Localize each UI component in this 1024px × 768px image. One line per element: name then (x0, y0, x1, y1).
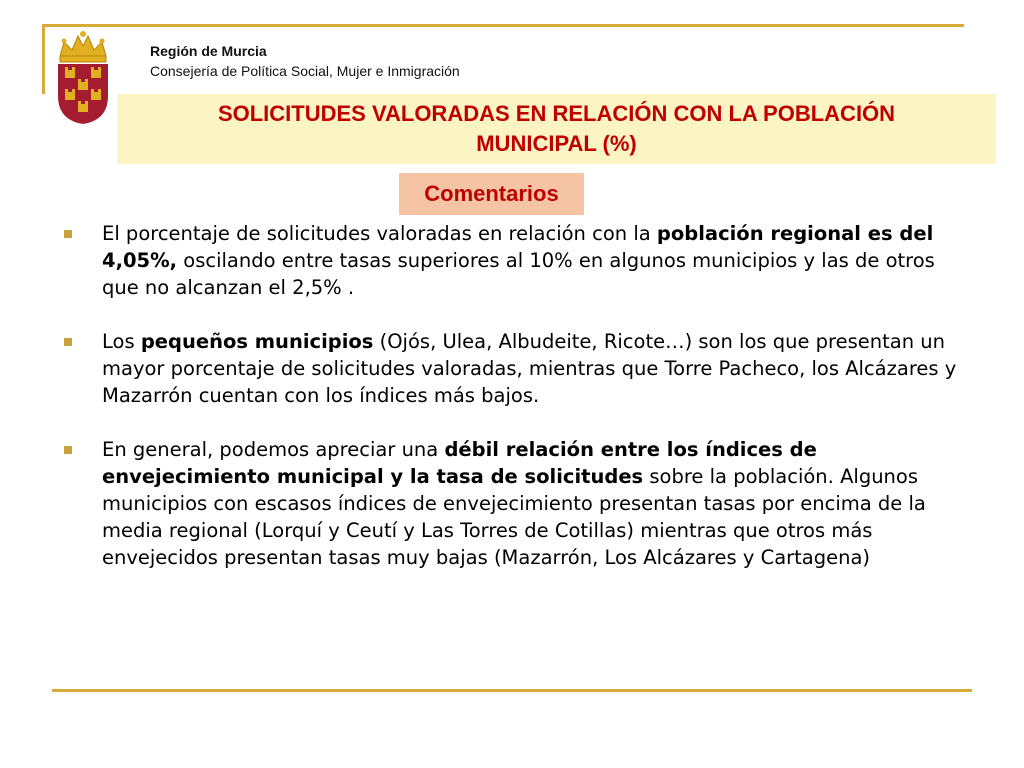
bullet-text: En general, podemos apreciar una (102, 438, 445, 461)
bullet-emphasis: pequeños municipios (140, 330, 374, 353)
comments-header (399, 173, 584, 215)
org-name: Región de Murcia (150, 43, 267, 59)
left-rule (42, 24, 45, 94)
comments-label: Comentarios (424, 181, 559, 206)
bullet-emphasis: población regional es del 4,05%, (102, 222, 934, 272)
top-rule (42, 24, 964, 27)
bullet-square-icon (64, 338, 72, 346)
bullet-text: oscilando entre tasas superiores al 10% en algunos municipios y las de otros que no alcanzan el 2,5% . (102, 249, 935, 299)
bullet-emphasis: débil relación entre los índices de envejecimiento municipal y la tasa de solicitudes (102, 438, 817, 488)
org-department: Consejería de Política Social, Mujer e Inmigración (150, 63, 460, 79)
title-line-2: MUNICIPAL (%) (476, 131, 637, 156)
bullet-text: El porcentaje de solicitudes valoradas en relación con la (102, 222, 657, 245)
page-title (147, 99, 967, 159)
bullet-square-icon (64, 230, 72, 238)
bottom-rule (52, 689, 972, 692)
list-item (60, 220, 960, 301)
bullet-square-icon (64, 446, 72, 454)
bullet-text: Los (102, 330, 141, 353)
bullet-text: sobre la población. Algunos municipios con escasos índices de envejecimiento presentan tasas por encima de la media regional (Lorquí y Ceutí y Las Torres de Cotillas) mientras que otros más envejecidos presentan tasas muy bajas (Mazarrón, Los Alcázares y Cartagena) (102, 465, 926, 569)
list-item (60, 436, 960, 571)
title-line-1: SOLICITUDES VALORADAS EN RELACIÓN CON LA POBLACIÓN (217, 101, 896, 126)
coat-of-arms-icon (52, 30, 114, 126)
title-banner (117, 94, 996, 164)
bullet-list (60, 220, 960, 598)
bullet-text: (Ojós, Ulea, Albudeite, Ricote…) son los que presentan un mayor porcentaje de solicitudes valoradas, mientras que Torre Pacheco, los Alcázares y Mazarrón cuentan con los índices más bajos. (102, 330, 957, 407)
list-item (60, 328, 960, 409)
